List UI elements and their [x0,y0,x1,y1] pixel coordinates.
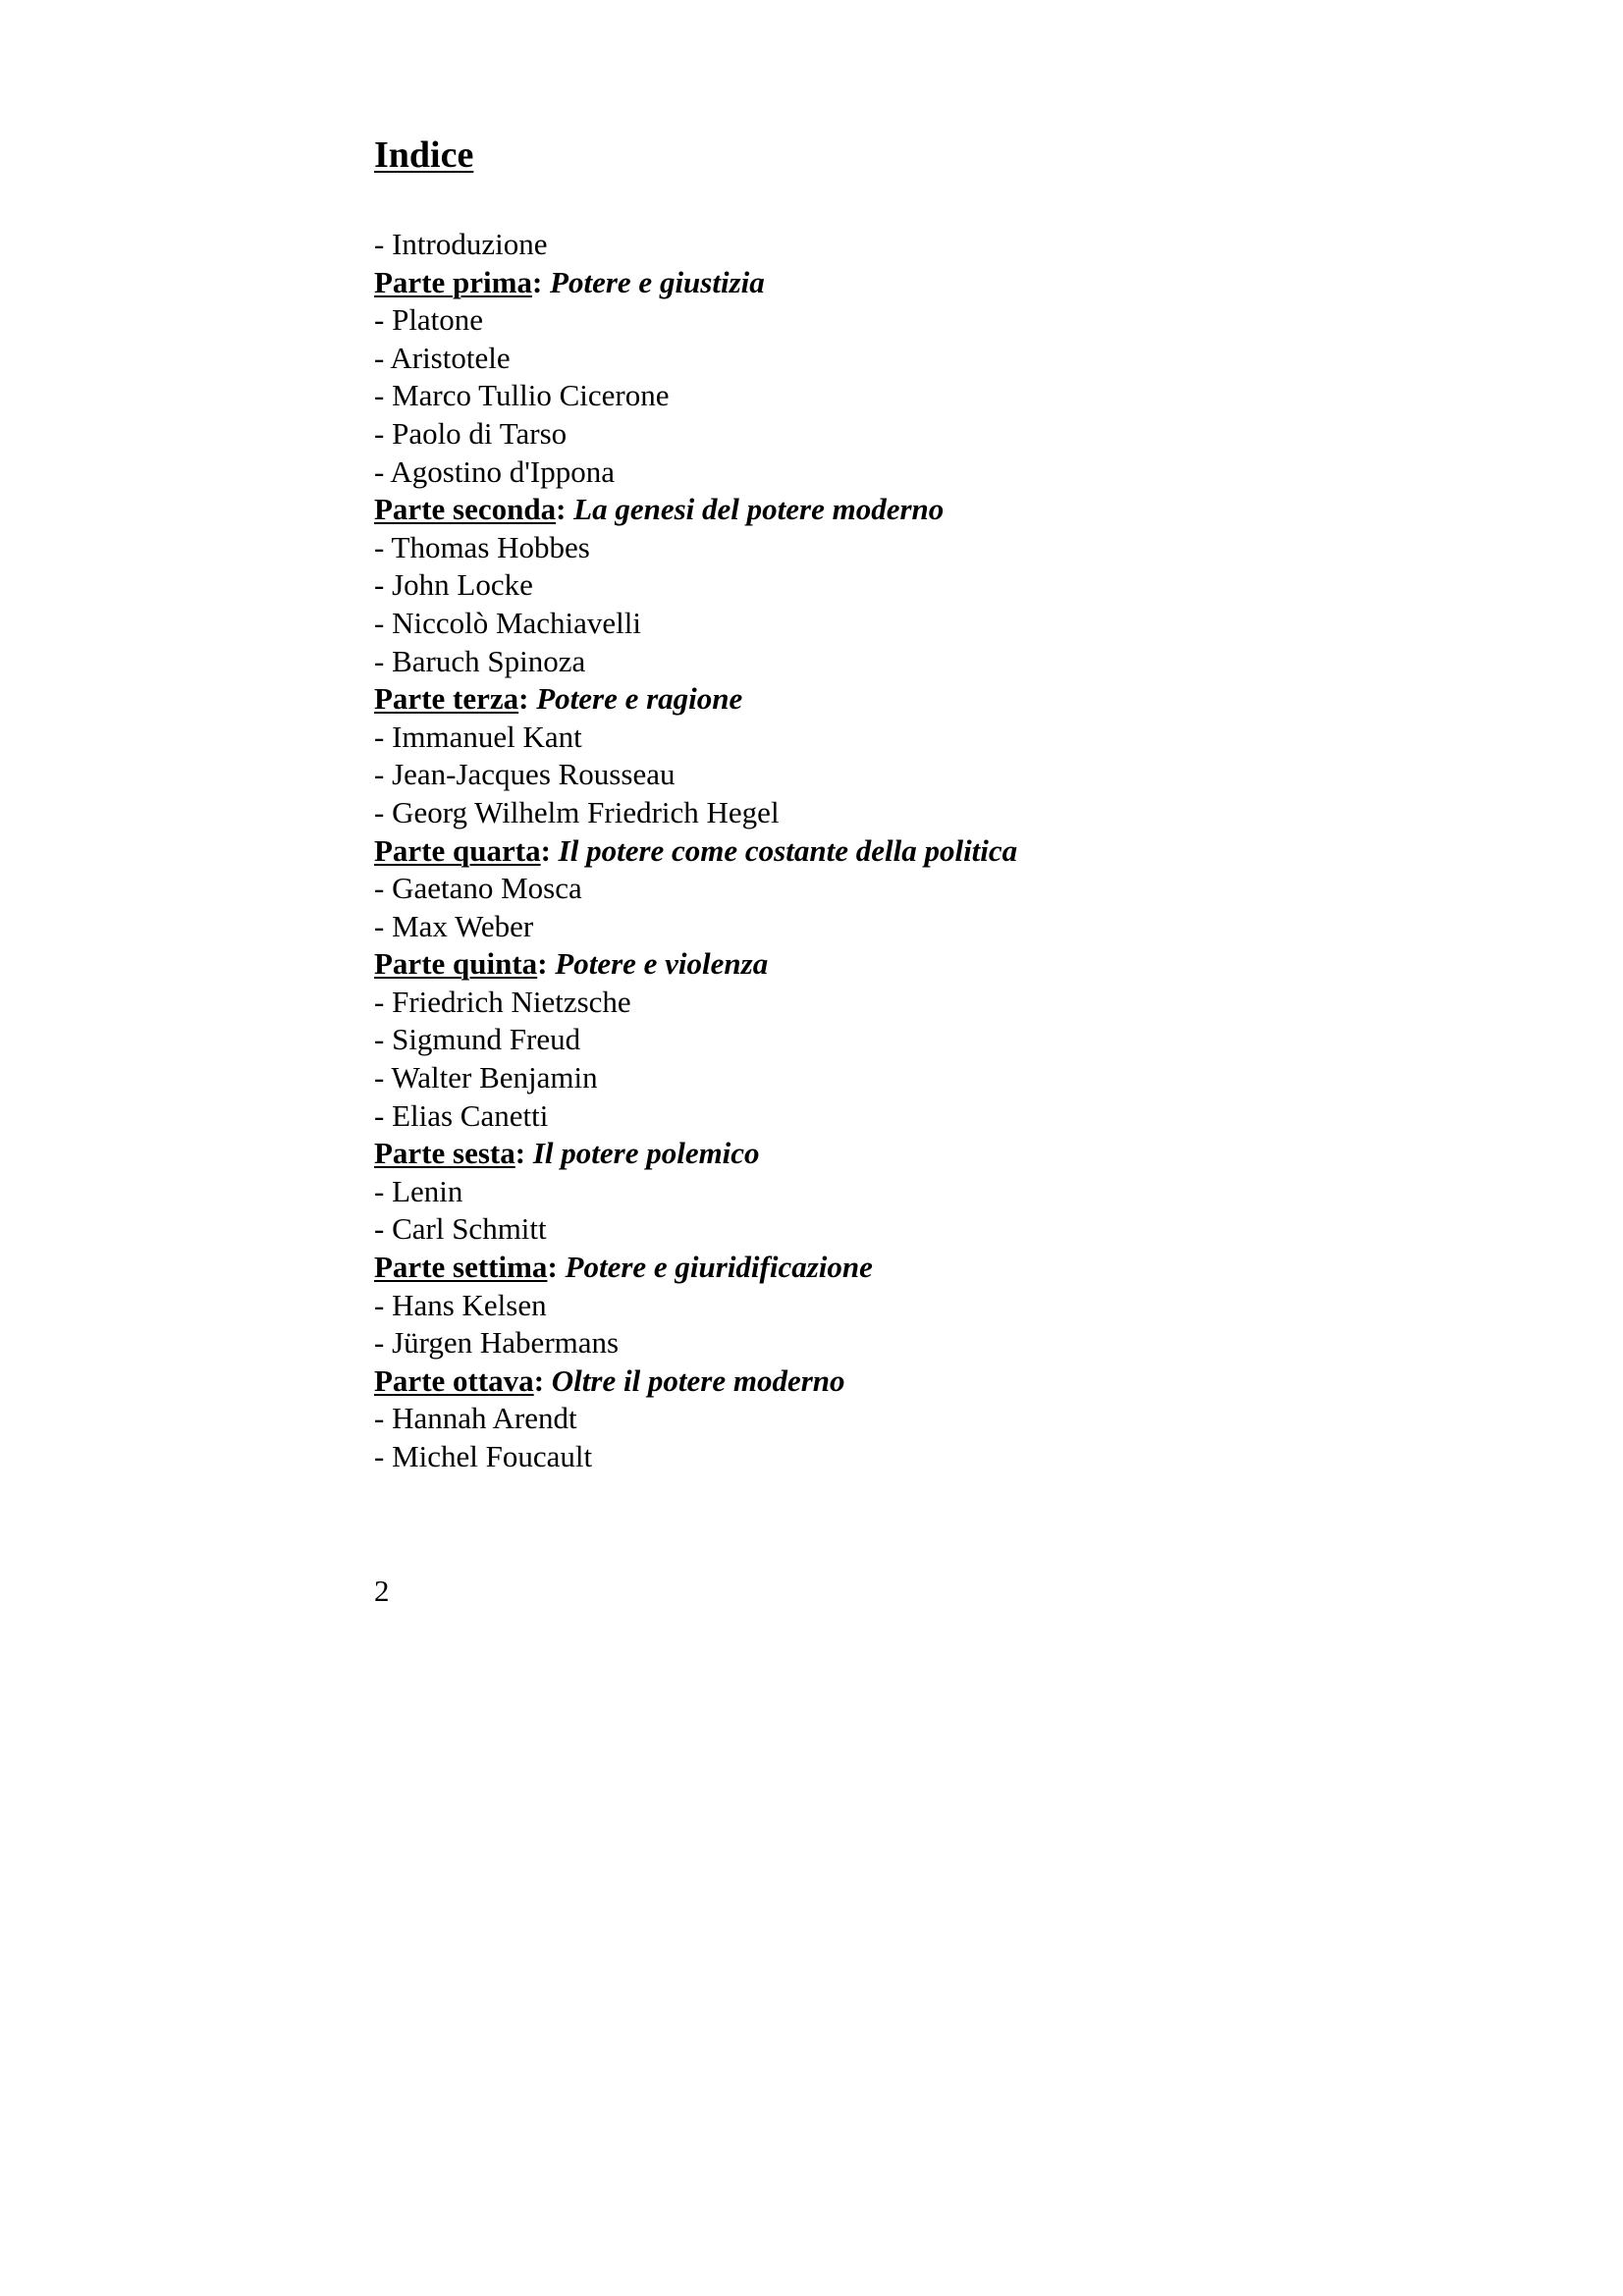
part-subtitle: Il potere polemico [532,1136,760,1171]
toc-entry: - Elias Canetti [374,1097,549,1133]
part-label: Parte settima [374,1250,548,1285]
part-separator: : [537,946,556,982]
toc-entry: - Marco Tullio Cicerone [374,378,670,413]
toc-entry: - John Locke [374,567,533,603]
toc-entry: - Georg Wilhelm Friedrich Hegel [374,794,780,829]
toc-part-heading [374,264,1017,302]
part-subtitle: Potere e giuridificazione [565,1250,873,1285]
toc-entry: - Sigmund Freud [374,1022,581,1057]
toc-entry: - Jean-Jacques Rousseau [374,757,676,792]
part-subtitle: Il potere come costante della politica [558,832,1018,868]
toc-entry: - Hans Kelsen [374,1287,547,1322]
toc-entry: - Platone [374,302,484,338]
toc-part-heading [374,680,1017,719]
toc-entry: - Hannah Arendt [374,1401,577,1436]
part-separator: : [533,1362,552,1398]
part-subtitle: La genesi del potere moderno [573,492,945,527]
toc-entry: - Michel Foucault [374,1439,593,1473]
part-subtitle: Potere e giustizia [550,264,765,299]
toc-part-heading [374,832,1017,871]
part-separator: : [540,832,559,868]
toc-entry: - Gaetano Mosca [374,871,582,906]
toc-part-heading [374,1249,1017,1287]
toc-entry: - Immanuel Kant [374,719,582,754]
part-label: Parte ottava [374,1362,534,1398]
toc-entry: - Max Weber [374,908,534,943]
page-title: Indice [374,134,474,176]
part-subtitle: Oltre il potere moderno [551,1362,845,1398]
part-label: Parte sesta [374,1136,515,1171]
toc-entry: - Niccolò Machiavelli [374,605,642,640]
toc-item-introduction: - Introduzione [374,227,548,261]
part-subtitle: Potere e ragione [536,681,743,717]
page-number: 2 [374,1574,390,1608]
part-separator: : [518,681,537,717]
part-label: Parte quarta [374,832,541,868]
part-separator: : [547,1250,566,1285]
toc-entry: - Aristotele [374,340,511,375]
toc-entry: - Agostino d'Ippona [374,454,615,489]
toc-entry: - Paolo di Tarso [374,415,568,451]
table-of-contents [374,226,1017,1476]
toc-entry: - Carl Schmitt [374,1211,547,1247]
toc-part-heading [374,1362,1017,1401]
part-subtitle: Potere e violenza [555,946,769,982]
part-label: Parte quinta [374,946,538,982]
toc-part-heading [374,945,1017,984]
toc-part-heading [374,1135,1017,1173]
toc-entry: - Walter Benjamin [374,1060,598,1095]
part-separator: : [531,264,551,299]
toc-entry: - Thomas Hobbes [374,529,590,564]
toc-entry: - Friedrich Nietzsche [374,984,631,1019]
part-label: Parte prima [374,264,532,299]
part-label: Parte seconda [374,492,557,527]
toc-entry: - Baruch Spinoza [374,643,586,678]
part-separator: : [514,1136,533,1171]
toc-part-heading [374,491,1017,529]
part-separator: : [556,492,574,527]
toc-entry: - Lenin [374,1173,463,1208]
toc-entry: - Jürgen Habermans [374,1325,620,1361]
part-label: Parte terza [374,681,519,717]
